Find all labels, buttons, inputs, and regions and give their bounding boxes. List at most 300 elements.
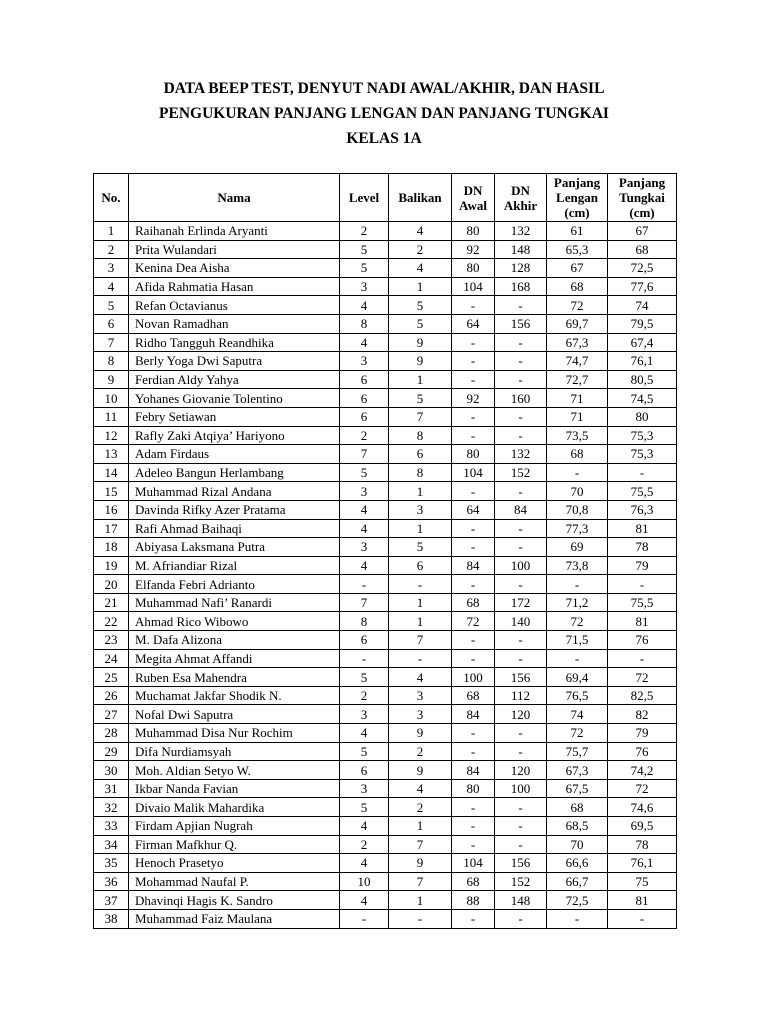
cell-panjang-tungkai: 75,5	[608, 593, 677, 612]
cell-level: 4	[340, 500, 389, 519]
cell-dn-akhir: 156	[495, 314, 547, 333]
cell-balikan: 6	[389, 445, 452, 464]
cell-level: 4	[340, 817, 389, 836]
table-row	[94, 556, 677, 575]
cell-panjang-lengan: 73,5	[547, 426, 608, 445]
cell-balikan: 1	[389, 817, 452, 836]
cell-panjang-lengan: -	[547, 575, 608, 594]
cell-dn-awal: 104	[452, 277, 495, 296]
cell-no: 4	[94, 277, 129, 296]
cell-dn-akhir: 152	[495, 872, 547, 891]
cell-panjang-tungkai: 68	[608, 240, 677, 259]
table-row	[94, 296, 677, 315]
cell-balikan: 8	[389, 426, 452, 445]
cell-dn-akhir: 172	[495, 593, 547, 612]
cell-balikan: 4	[389, 259, 452, 278]
table-row	[94, 909, 677, 928]
cell-nama: Megita Ahmat Affandi	[129, 649, 340, 668]
cell-dn-awal: 68	[452, 686, 495, 705]
cell-balikan: 1	[389, 277, 452, 296]
cell-no: 29	[94, 742, 129, 761]
table-row	[94, 742, 677, 761]
cell-panjang-lengan: 67,3	[547, 761, 608, 780]
cell-panjang-lengan: 66,6	[547, 854, 608, 873]
cell-no: 8	[94, 352, 129, 371]
cell-dn-awal: 104	[452, 854, 495, 873]
cell-no: 27	[94, 705, 129, 724]
cell-nama: Mohammad Naufal P.	[129, 872, 340, 891]
cell-panjang-tungkai: 78	[608, 835, 677, 854]
table-row	[94, 463, 677, 482]
cell-nama: Novan Ramadhan	[129, 314, 340, 333]
cell-panjang-tungkai: 75	[608, 872, 677, 891]
cell-no: 20	[94, 575, 129, 594]
cell-panjang-lengan: 67,5	[547, 779, 608, 798]
table-row	[94, 500, 677, 519]
data-table	[93, 173, 677, 929]
cell-balikan: 5	[389, 296, 452, 315]
cell-panjang-tungkai: 76	[608, 742, 677, 761]
cell-nama: Abiyasa Laksmana Putra	[129, 538, 340, 557]
cell-dn-awal: 104	[452, 463, 495, 482]
cell-panjang-tungkai: 79	[608, 724, 677, 743]
cell-nama: Dhavinqi Hagis K. Sandro	[129, 891, 340, 910]
cell-dn-akhir: -	[495, 575, 547, 594]
title-line-2: PENGUKURAN PANJANG LENGAN DAN PANJANG TUNGKAI	[159, 105, 609, 122]
cell-dn-akhir: -	[495, 631, 547, 650]
cell-panjang-tungkai: 74,5	[608, 389, 677, 408]
cell-level: 7	[340, 593, 389, 612]
header-dn-akhir: DN Akhir	[495, 174, 547, 222]
table-row	[94, 389, 677, 408]
cell-dn-akhir: -	[495, 909, 547, 928]
cell-dn-awal: -	[452, 575, 495, 594]
cell-dn-awal: 80	[452, 779, 495, 798]
cell-no: 33	[94, 817, 129, 836]
cell-balikan: 6	[389, 556, 452, 575]
table-row	[94, 519, 677, 538]
cell-panjang-tungkai: 80,5	[608, 370, 677, 389]
cell-level: 2	[340, 222, 389, 241]
cell-dn-akhir: -	[495, 370, 547, 389]
cell-balikan: 5	[389, 389, 452, 408]
cell-no: 37	[94, 891, 129, 910]
cell-panjang-lengan: 65,3	[547, 240, 608, 259]
cell-nama: Henoch Prasetyo	[129, 854, 340, 873]
table-row	[94, 538, 677, 557]
cell-panjang-lengan: 71,2	[547, 593, 608, 612]
cell-dn-akhir: -	[495, 519, 547, 538]
cell-dn-akhir: 168	[495, 277, 547, 296]
cell-nama: Davinda Rifky Azer Pratama	[129, 500, 340, 519]
cell-balikan: 3	[389, 500, 452, 519]
cell-dn-awal: 80	[452, 259, 495, 278]
cell-level: 7	[340, 445, 389, 464]
cell-panjang-tungkai: 76,1	[608, 352, 677, 371]
cell-panjang-lengan: 70	[547, 482, 608, 501]
cell-level: -	[340, 909, 389, 928]
table-row	[94, 854, 677, 873]
cell-balikan: 2	[389, 798, 452, 817]
cell-dn-awal: -	[452, 519, 495, 538]
cell-nama: Firman Mafkhur Q.	[129, 835, 340, 854]
cell-level: 4	[340, 724, 389, 743]
table-row	[94, 724, 677, 743]
cell-no: 35	[94, 854, 129, 873]
cell-level: 3	[340, 779, 389, 798]
cell-panjang-tungkai: 72,5	[608, 259, 677, 278]
title-line-1: DATA BEEP TEST, DENYUT NADI AWAL/AKHIR, DAN HASIL	[163, 80, 605, 97]
cell-panjang-lengan: 72	[547, 612, 608, 631]
cell-panjang-lengan: 74	[547, 705, 608, 724]
cell-level: 8	[340, 612, 389, 631]
cell-balikan: 5	[389, 314, 452, 333]
cell-level: 4	[340, 891, 389, 910]
cell-no: 28	[94, 724, 129, 743]
cell-panjang-lengan: 72,5	[547, 891, 608, 910]
cell-panjang-lengan: 68	[547, 277, 608, 296]
cell-dn-awal: -	[452, 909, 495, 928]
cell-level: -	[340, 649, 389, 668]
cell-dn-akhir: 100	[495, 556, 547, 575]
cell-dn-awal: -	[452, 817, 495, 836]
cell-level: 2	[340, 835, 389, 854]
cell-no: 26	[94, 686, 129, 705]
cell-panjang-lengan: 76,5	[547, 686, 608, 705]
cell-dn-awal: -	[452, 798, 495, 817]
cell-nama: Refan Octavianus	[129, 296, 340, 315]
cell-panjang-lengan: 71,5	[547, 631, 608, 650]
cell-balikan: 1	[389, 612, 452, 631]
cell-level: 4	[340, 519, 389, 538]
cell-dn-akhir: -	[495, 426, 547, 445]
table-row	[94, 649, 677, 668]
table-row	[94, 482, 677, 501]
cell-nama: Rafly Zaki Atqiya’ Hariyono	[129, 426, 340, 445]
table-row	[94, 872, 677, 891]
cell-no: 12	[94, 426, 129, 445]
cell-dn-akhir: 132	[495, 445, 547, 464]
cell-nama: Febry Setiawan	[129, 407, 340, 426]
table-row	[94, 668, 677, 687]
table-body	[94, 222, 677, 929]
cell-panjang-lengan: 75,7	[547, 742, 608, 761]
cell-nama: Adam Firdaus	[129, 445, 340, 464]
table-row	[94, 370, 677, 389]
table-row	[94, 817, 677, 836]
cell-level: 4	[340, 854, 389, 873]
cell-nama: Muchamat Jakfar Shodik N.	[129, 686, 340, 705]
cell-level: 3	[340, 277, 389, 296]
cell-level: 3	[340, 538, 389, 557]
table-row	[94, 705, 677, 724]
cell-dn-akhir: -	[495, 798, 547, 817]
cell-dn-akhir: -	[495, 649, 547, 668]
cell-panjang-lengan: -	[547, 463, 608, 482]
cell-dn-akhir: -	[495, 333, 547, 352]
cell-panjang-lengan: 72,7	[547, 370, 608, 389]
cell-nama: Firdam Apjian Nugrah	[129, 817, 340, 836]
header-no: No.	[94, 174, 129, 222]
cell-dn-awal: 80	[452, 222, 495, 241]
cell-balikan: 9	[389, 333, 452, 352]
header-level: Level	[340, 174, 389, 222]
cell-panjang-lengan: 68	[547, 798, 608, 817]
table-row	[94, 222, 677, 241]
cell-nama: Afida Rahmatia Hasan	[129, 277, 340, 296]
cell-balikan: 4	[389, 222, 452, 241]
cell-level: 5	[340, 463, 389, 482]
cell-dn-awal: 92	[452, 389, 495, 408]
cell-panjang-lengan: 74,7	[547, 352, 608, 371]
cell-panjang-tungkai: 75,3	[608, 426, 677, 445]
cell-panjang-tungkai: -	[608, 909, 677, 928]
cell-no: 23	[94, 631, 129, 650]
cell-no: 31	[94, 779, 129, 798]
cell-panjang-tungkai: 69,5	[608, 817, 677, 836]
cell-no: 16	[94, 500, 129, 519]
cell-no: 13	[94, 445, 129, 464]
cell-panjang-lengan: 72	[547, 724, 608, 743]
cell-dn-akhir: 140	[495, 612, 547, 631]
cell-dn-awal: -	[452, 426, 495, 445]
cell-dn-awal: 84	[452, 556, 495, 575]
title-line-3: KELAS 1A	[346, 130, 422, 147]
cell-panjang-lengan: 70,8	[547, 500, 608, 519]
cell-panjang-lengan: 73,8	[547, 556, 608, 575]
cell-balikan: 9	[389, 761, 452, 780]
cell-balikan: 2	[389, 240, 452, 259]
cell-panjang-lengan: 69,7	[547, 314, 608, 333]
cell-no: 14	[94, 463, 129, 482]
cell-nama: Muhammad Nafi’ Ranardi	[129, 593, 340, 612]
cell-panjang-lengan: 69	[547, 538, 608, 557]
cell-panjang-lengan: -	[547, 909, 608, 928]
header-balikan: Balikan	[389, 174, 452, 222]
cell-no: 5	[94, 296, 129, 315]
cell-no: 15	[94, 482, 129, 501]
cell-dn-awal: -	[452, 370, 495, 389]
cell-dn-awal: -	[452, 296, 495, 315]
cell-dn-akhir: 128	[495, 259, 547, 278]
cell-level: 5	[340, 742, 389, 761]
cell-panjang-tungkai: 74,6	[608, 798, 677, 817]
cell-panjang-lengan: 67	[547, 259, 608, 278]
cell-dn-awal: 72	[452, 612, 495, 631]
cell-no: 3	[94, 259, 129, 278]
cell-dn-awal: -	[452, 835, 495, 854]
cell-nama: Muhammad Faiz Maulana	[129, 909, 340, 928]
table-header-row	[94, 174, 677, 222]
cell-dn-awal: 100	[452, 668, 495, 687]
cell-dn-awal: -	[452, 538, 495, 557]
cell-nama: Kenina Dea Aisha	[129, 259, 340, 278]
cell-level: 10	[340, 872, 389, 891]
cell-level: 5	[340, 798, 389, 817]
cell-dn-akhir: 120	[495, 761, 547, 780]
cell-nama: Berly Yoga Dwi Saputra	[129, 352, 340, 371]
cell-nama: Ahmad Rico Wibowo	[129, 612, 340, 631]
cell-dn-akhir: -	[495, 352, 547, 371]
cell-level: 2	[340, 426, 389, 445]
cell-no: 19	[94, 556, 129, 575]
cell-panjang-tungkai: 75,3	[608, 445, 677, 464]
cell-panjang-lengan: 61	[547, 222, 608, 241]
cell-panjang-tungkai: 67,4	[608, 333, 677, 352]
cell-level: 3	[340, 352, 389, 371]
cell-nama: Ridho Tangguh Reandhika	[129, 333, 340, 352]
cell-dn-awal: -	[452, 742, 495, 761]
cell-dn-akhir: -	[495, 724, 547, 743]
table-row	[94, 835, 677, 854]
table-row	[94, 686, 677, 705]
cell-level: 3	[340, 705, 389, 724]
cell-nama: Ferdian Aldy Yahya	[129, 370, 340, 389]
cell-balikan: 1	[389, 519, 452, 538]
cell-dn-akhir: -	[495, 407, 547, 426]
table-row	[94, 891, 677, 910]
table-row	[94, 240, 677, 259]
cell-balikan: 7	[389, 835, 452, 854]
cell-balikan: 9	[389, 352, 452, 371]
cell-panjang-tungkai: 75,5	[608, 482, 677, 501]
cell-no: 2	[94, 240, 129, 259]
cell-dn-awal: -	[452, 352, 495, 371]
cell-level: 6	[340, 389, 389, 408]
cell-nama: Adeleo Bangun Herlambang	[129, 463, 340, 482]
cell-dn-awal: -	[452, 482, 495, 501]
cell-panjang-lengan: 68	[547, 445, 608, 464]
cell-level: 5	[340, 259, 389, 278]
cell-panjang-lengan: 70	[547, 835, 608, 854]
cell-no: 7	[94, 333, 129, 352]
cell-no: 30	[94, 761, 129, 780]
cell-level: -	[340, 575, 389, 594]
cell-panjang-lengan: 71	[547, 407, 608, 426]
table-row	[94, 798, 677, 817]
cell-dn-akhir: 84	[495, 500, 547, 519]
cell-no: 17	[94, 519, 129, 538]
cell-dn-akhir: 156	[495, 668, 547, 687]
table-row	[94, 445, 677, 464]
table-row	[94, 277, 677, 296]
cell-dn-awal: 68	[452, 872, 495, 891]
cell-dn-awal: 68	[452, 593, 495, 612]
cell-level: 8	[340, 314, 389, 333]
cell-balikan: 5	[389, 538, 452, 557]
cell-panjang-lengan: 71	[547, 389, 608, 408]
cell-nama: Yohanes Giovanie Tolentino	[129, 389, 340, 408]
cell-panjang-tungkai: 76,3	[608, 500, 677, 519]
cell-nama: Nofal Dwi Saputra	[129, 705, 340, 724]
cell-no: 6	[94, 314, 129, 333]
header-panjang-lengan: Panjang Lengan (cm)	[547, 174, 608, 222]
cell-nama: M. Dafa Alizona	[129, 631, 340, 650]
cell-balikan: -	[389, 575, 452, 594]
cell-panjang-tungkai: 81	[608, 519, 677, 538]
cell-balikan: 1	[389, 482, 452, 501]
cell-balikan: 1	[389, 370, 452, 389]
cell-nama: Difa Nurdiamsyah	[129, 742, 340, 761]
cell-panjang-tungkai: 78	[608, 538, 677, 557]
cell-panjang-lengan: 69,4	[547, 668, 608, 687]
cell-balikan: 2	[389, 742, 452, 761]
document-title	[0, 76, 768, 151]
cell-dn-akhir: -	[495, 482, 547, 501]
cell-balikan: 4	[389, 668, 452, 687]
cell-panjang-lengan: 77,3	[547, 519, 608, 538]
cell-dn-awal: -	[452, 407, 495, 426]
cell-dn-akhir: 152	[495, 463, 547, 482]
cell-nama: Muhammad Rizal Andana	[129, 482, 340, 501]
cell-dn-akhir: -	[495, 742, 547, 761]
cell-dn-akhir: 120	[495, 705, 547, 724]
cell-panjang-lengan: 66,7	[547, 872, 608, 891]
cell-dn-akhir: 112	[495, 686, 547, 705]
cell-level: 6	[340, 370, 389, 389]
cell-no: 1	[94, 222, 129, 241]
cell-panjang-tungkai: 76	[608, 631, 677, 650]
cell-dn-awal: 84	[452, 705, 495, 724]
cell-nama: Elfanda Febri Adrianto	[129, 575, 340, 594]
cell-panjang-lengan: 68,5	[547, 817, 608, 836]
cell-level: 4	[340, 333, 389, 352]
cell-dn-akhir: 156	[495, 854, 547, 873]
header-panjang-tungkai: Panjang Tungkai (cm)	[608, 174, 677, 222]
cell-balikan: 8	[389, 463, 452, 482]
cell-dn-akhir: -	[495, 296, 547, 315]
cell-panjang-tungkai: 81	[608, 612, 677, 631]
table-row	[94, 352, 677, 371]
cell-balikan: 3	[389, 705, 452, 724]
cell-level: 6	[340, 761, 389, 780]
cell-nama: Rafi Ahmad Baihaqi	[129, 519, 340, 538]
cell-dn-awal: 80	[452, 445, 495, 464]
cell-dn-akhir: -	[495, 835, 547, 854]
table-row	[94, 761, 677, 780]
cell-dn-awal: 64	[452, 500, 495, 519]
cell-no: 10	[94, 389, 129, 408]
cell-dn-akhir: 132	[495, 222, 547, 241]
cell-nama: Raihanah Erlinda Aryanti	[129, 222, 340, 241]
table-row	[94, 593, 677, 612]
cell-panjang-tungkai: 82,5	[608, 686, 677, 705]
cell-nama: Moh. Aldian Setyo W.	[129, 761, 340, 780]
cell-level: 6	[340, 631, 389, 650]
cell-balikan: 1	[389, 891, 452, 910]
cell-panjang-tungkai: 72	[608, 668, 677, 687]
cell-no: 22	[94, 612, 129, 631]
cell-balikan: 7	[389, 872, 452, 891]
cell-dn-awal: 84	[452, 761, 495, 780]
cell-panjang-tungkai: 79,5	[608, 314, 677, 333]
cell-dn-awal: 64	[452, 314, 495, 333]
cell-panjang-lengan: 72	[547, 296, 608, 315]
cell-dn-akhir: 100	[495, 779, 547, 798]
cell-dn-awal: 88	[452, 891, 495, 910]
cell-nama: Divaio Malik Mahardika	[129, 798, 340, 817]
cell-panjang-tungkai: 82	[608, 705, 677, 724]
cell-no: 25	[94, 668, 129, 687]
cell-panjang-tungkai: -	[608, 575, 677, 594]
cell-nama: Prita Wulandari	[129, 240, 340, 259]
cell-panjang-tungkai: 72	[608, 779, 677, 798]
cell-balikan: -	[389, 909, 452, 928]
cell-panjang-tungkai: 67	[608, 222, 677, 241]
cell-panjang-tungkai: 74,2	[608, 761, 677, 780]
cell-balikan: 3	[389, 686, 452, 705]
cell-balikan: 9	[389, 724, 452, 743]
